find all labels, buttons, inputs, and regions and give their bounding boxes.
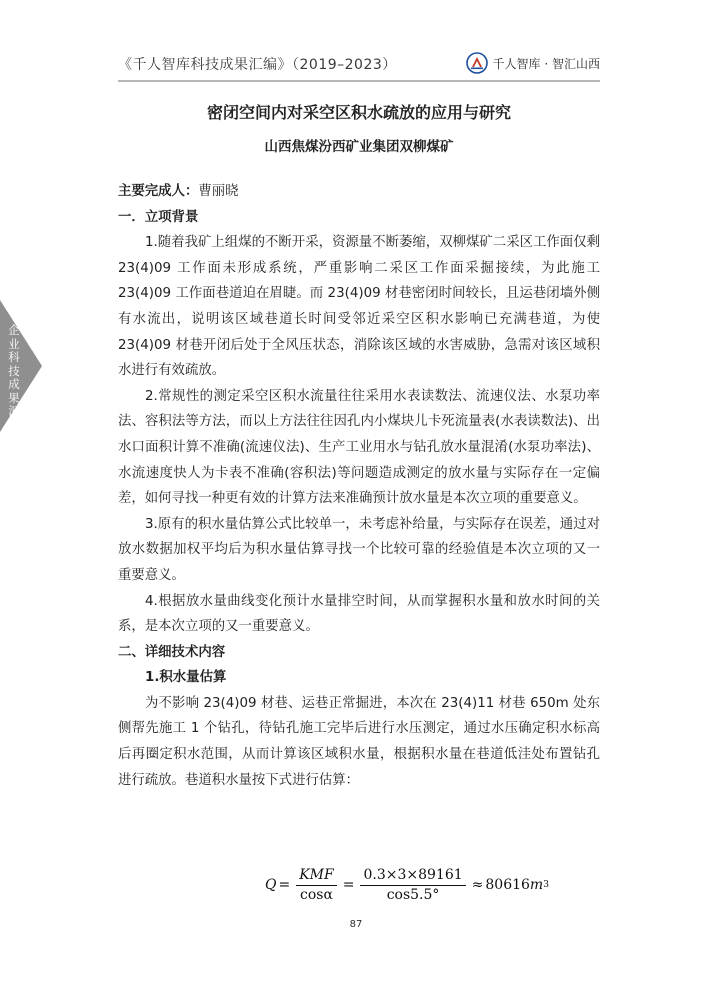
formula-approx: ≈ xyxy=(471,877,484,893)
section-heading: 二、详细技术内容 xyxy=(118,644,226,660)
paragraph: 3.原有的积水量估算公式比较单一，未考虑补给量，与实际存在误差，通过对放水数据加权平均后为积水量估算寻找一个比较可靠的经验值是本次立项的又一重要意义。 xyxy=(118,516,600,583)
section-heading: 一．立项背景 xyxy=(118,209,199,225)
formula-equals: = xyxy=(342,877,355,893)
author-label: 主要完成人： xyxy=(118,184,199,199)
formula-numerator: 0.3×3×89161 xyxy=(360,867,465,886)
side-tab-label: 企业科技成果汇编 xyxy=(8,323,20,432)
author-name: 曹丽晓 xyxy=(198,184,239,199)
organization-name: 山西焦煤汾西矿业集团双柳煤矿 xyxy=(264,139,454,155)
formula-denominator: cosα xyxy=(300,886,333,903)
formula-fraction-symbolic xyxy=(296,867,337,904)
subsection-heading: 1.积水量估算 xyxy=(145,670,227,686)
side-tab xyxy=(0,300,42,432)
brand-text: 千人智库 · 智汇山西 xyxy=(492,56,600,71)
formula-lhs: Q xyxy=(265,877,277,893)
page-header xyxy=(118,50,600,78)
formula-unit-exponent: 3 xyxy=(543,880,549,890)
formula-equals: = xyxy=(278,877,291,893)
header-divider xyxy=(118,80,600,82)
article-title: 密闭空间内对采空区积水疏放的应用与研究 xyxy=(206,103,511,122)
brand-logo-icon xyxy=(466,52,488,74)
article-body xyxy=(118,179,600,793)
formula-fraction-numeric xyxy=(360,867,465,904)
formula-unit: m xyxy=(529,877,544,893)
page-number: 87 xyxy=(349,919,363,930)
header-title: 《千人智库科技成果汇编》（2019–2023） xyxy=(118,57,397,73)
water-volume-formula xyxy=(265,865,549,905)
formula-result: 80616 xyxy=(485,877,530,893)
paragraph: 为不影响 23(4)09 材巷、运巷正常掘进，本次在 23(4)11 材巷 650m 处东侧帮先施工 1 个钻孔，待钻孔施工完毕后进行水压测定，通过水压确定积水标高后再圈定积水范围，从而计算该区域积水量，根据积水量在巷道低洼处布置钻孔进行疏放。巷道积水量按下式进行估算： xyxy=(118,695,600,788)
author-line xyxy=(118,179,600,205)
formula-denominator: cos5.5° xyxy=(386,886,440,903)
formula-numerator: KMF xyxy=(296,867,337,886)
paragraph: 1.随着我矿上组煤的不断开采，资源量不断萎缩，双柳煤矿二采区工作面仅剩 23(4)09 工作面未形成系统，严重影响二采区工作面采掘接续，为此施工 23(4)09 工作面巷道迫在眉睫。而 23(4)09 材巷密闭时间较长，且运巷闭墙外侧有水流出，说明该区域巷道长时间受邻近采空区积水影响已充满巷道，为使 23(4)09 材巷开闭后处于全风压状态，消除该区域的水害威胁，急需对该区域积水进行有效疏放。 xyxy=(118,235,600,379)
paragraph: 2.常规性的测定采空区积水流量往往采用水表读数法、流速仪法、水泵功率法、容积法等方法，而以上方法往往因孔内小煤块儿卡死流量表(水表读数法)、出水口面积计算不准确(流速仪法)、生产工业用水与钻孔放水量混淆(水泵功率法)、水流速度快人为卡表不准确(容积法)等问题造成测定的放水量与实际存在一定偏差，如何寻找一种更有效的计算方法来准确预计放水量是本次立项的重要意义。 xyxy=(118,388,600,507)
header-brand xyxy=(466,52,600,74)
paragraph: 4.根据放水量曲线变化预计水量排空时间，从而掌握积水量和放水时间的关系，是本次立项的又一重要意义。 xyxy=(118,593,600,635)
